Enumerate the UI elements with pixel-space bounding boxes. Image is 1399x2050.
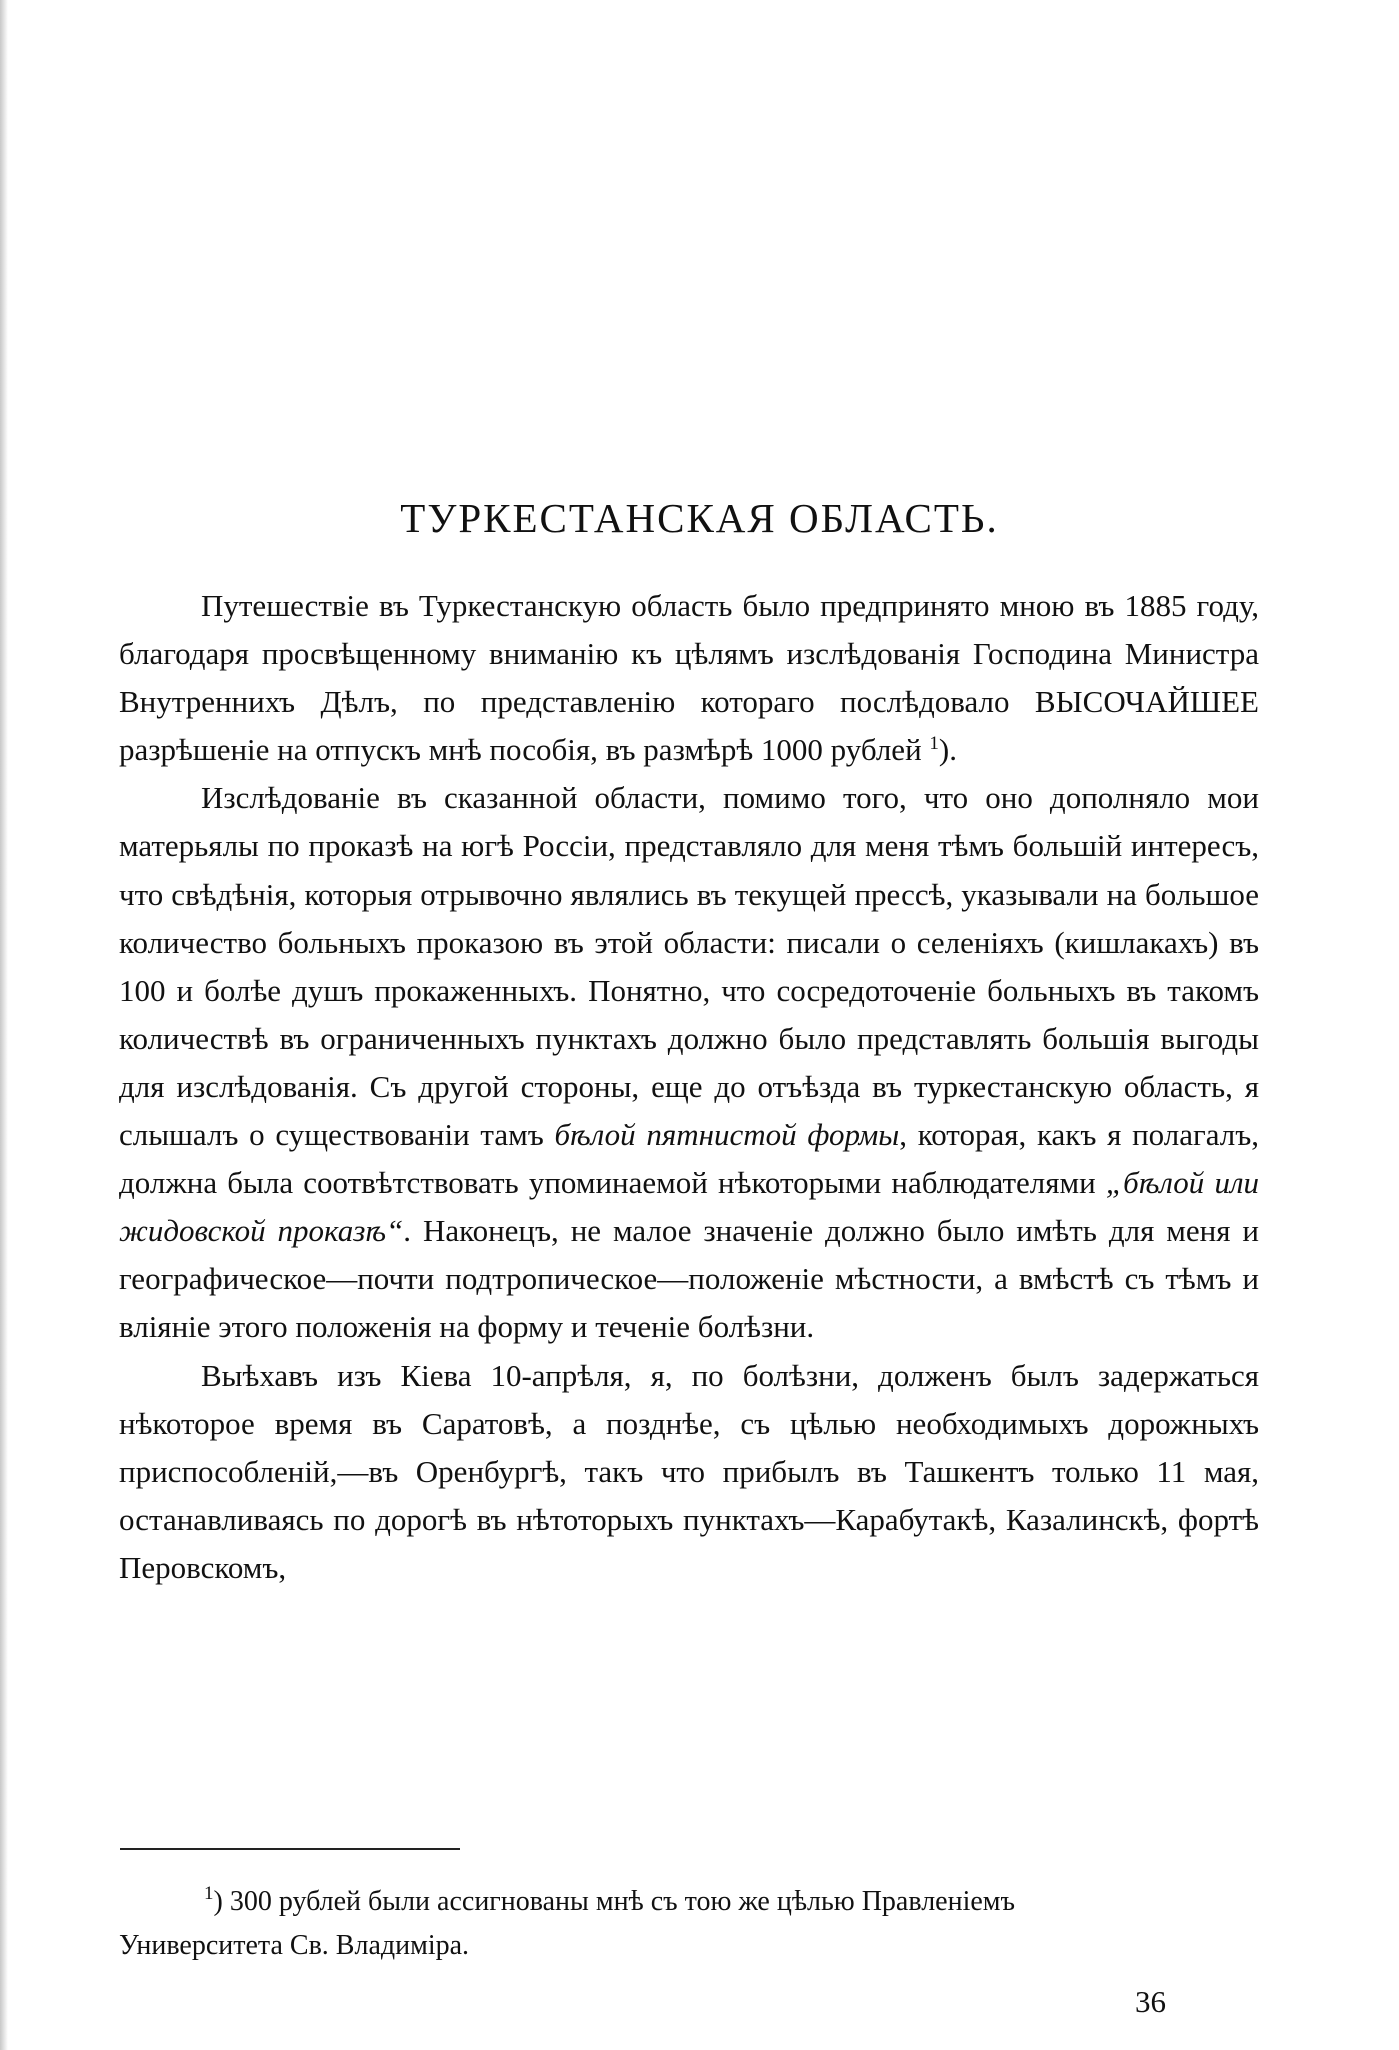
paragraph-2-text-c: . Наконецъ, не малое значеніе должно было имѣть для меня и географическое—почти подтропическое—положеніе мѣстности, а вмѣстѣ съ тѣмъ и вліяніе этого положенія на форму и теченіе болѣзни. xyxy=(119,1213,1259,1345)
page-number: 36 xyxy=(1135,1984,1166,2019)
footnote xyxy=(119,1880,1259,1968)
paragraph-1 xyxy=(119,582,1259,774)
paragraph-2 xyxy=(119,774,1259,1351)
footnote-number: 1 xyxy=(204,1883,214,1904)
paragraph-3-text: Выѣхавъ изъ Кіева 10-апрѣля, я, по болѣзни, долженъ былъ задержаться нѣкоторое время въ Саратовѣ, а позднѣе, съ цѣлью необходимыхъ дорожныхъ приспособленій,—въ Оренбургѣ, такъ что прибылъ въ Ташкентъ только 11 мая, останавливаясь по дорогѣ въ нѣтоторыхъ пунктахъ—Карабутакѣ, Казалинскѣ, фортѣ Перовскомъ, xyxy=(119,1357,1259,1585)
paragraph-1-text: Путешествіе въ Туркестанскую область было предпринято мною въ 1885 году, благодаря просвѣщенному вниманію къ цѣлямъ изслѣдованія Господина Министра Внутреннихъ Дѣлъ, по представленію котораго послѣдовало ВЫСОЧАЙШЕЕ разрѣшеніе на отпускъ мнѣ пособія, въ размѣрѣ 1000 рублей xyxy=(119,588,1259,768)
footnote-text-line-1: 300 рублей были ассигнованы мнѣ съ тою же цѣлью Правленіемъ xyxy=(222,1886,1015,1917)
footnote-line-1 xyxy=(119,1880,1259,1924)
italic-phrase-white-leprosy: „бѣлой или жидовской проказѣ“ xyxy=(119,1165,1259,1249)
paragraph-2-text-a: Изслѣдованіе въ сказанной области, помимо того, что оно дополняло мои матерьялы по проказѣ на югѣ Россіи, представляло для меня тѣмъ большій интересъ, что свѣдѣнія, которыя отрывочно являлись въ текущей прессѣ, указывали на большое количество больныхъ проказою въ этой области: писали о селеніяхъ (кишлакахъ) въ 100 и болѣе душъ прокаженныхъ. Понятно, что сосредоточеніе больныхъ въ такомъ количествѣ въ ограниченныхъ пунктахъ должно было представлять большія выгоды для изслѣдованія. Съ другой стороны, еще до отъѣзда въ туркестанскую область, я слышалъ о существованіи тамъ xyxy=(119,780,1259,1153)
footnote-divider xyxy=(120,1848,460,1850)
paragraph-3 xyxy=(119,1352,1259,1592)
footnote-text-line-2: Университета Св. Владиміра. xyxy=(119,1930,470,1961)
paragraph-2-text-b: , которая, какъ я полагалъ, должна была соотвѣтствовать упоминаемой нѣкоторыми наблюдателями xyxy=(119,1117,1259,1201)
body-text xyxy=(119,582,1259,1592)
page-edge-shadow xyxy=(0,0,8,2050)
footnote-marker: 1 xyxy=(929,733,939,755)
footnote-paren: ) xyxy=(213,1886,223,1917)
italic-phrase-white-spotted-form: бѣлой пятнистой формы xyxy=(554,1117,900,1153)
paragraph-1-end: ). xyxy=(938,732,957,768)
chapter-title: ТУРКЕСТАНСКАЯ ОБЛАСТЬ. xyxy=(400,495,999,541)
